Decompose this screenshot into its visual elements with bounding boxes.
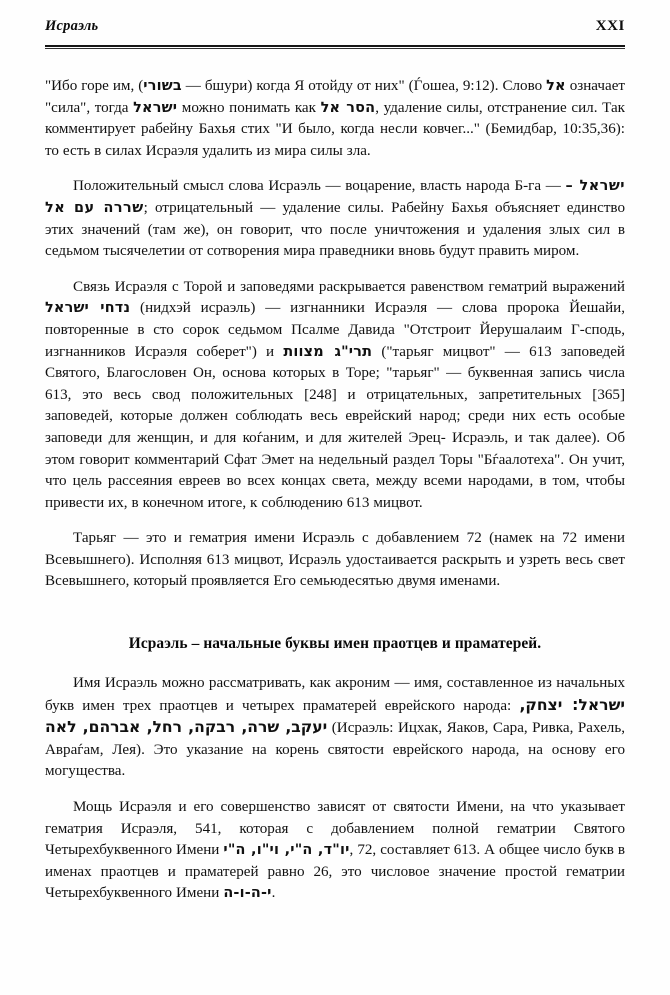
section-heading: Исраэль – начальные буквы имен праотцев и праматерей.: [128, 635, 542, 653]
paragraph-6: [45, 797, 625, 905]
paragraph-2: [45, 176, 625, 262]
hebrew-phrase-nidchei-yisrael: נדחי ישראל: [45, 300, 131, 317]
hebrew-phrase-taryag-mitzvot: תרי"ג מצוות: [283, 343, 373, 360]
paragraph-1-segment-3: означает "сила", тогда: [45, 78, 625, 116]
divider-rule-thin: [45, 48, 625, 49]
section-heading-block: [45, 633, 625, 655]
paragraph-1-segment-1: "Ибо горе им, (: [45, 78, 144, 94]
hebrew-phrase-haser-el: הסר אל: [320, 99, 376, 116]
paragraph-2-segment-2: ; отрицательный — удаление силы. Рабейну Бахья объясняет единство этих значений (там же), он говорит, что после уничтожения и удаления злых сил в седьмом тысячелетии от сотворения мира праведники вновь будут править миром.: [45, 199, 625, 260]
paragraph-1: [45, 76, 625, 162]
paragraph-6-segment-2: , 72, составляет 613. А общее число букв в именах праотцев и праматерей равно 26, это числовое значение простой гематрии Четырехбуквенного Имени: [45, 842, 625, 902]
paragraph-1-segment-5: , удаление силы, отстранение сил. Так комментирует рабейну Бахья стих "И было, когда несли ковчег..." (Бемидбар, 10:35,36): то есть в силах Исраэля удалить из мира силы зла.: [45, 99, 625, 159]
paragraph-1-segment-4: можно понимать как: [177, 99, 321, 116]
paragraph-2-segment-1: Положительный смысл слова Исраэль — воцарение, власть народа Б-га —: [73, 178, 566, 195]
page-number: XXI: [595, 18, 625, 34]
running-head-title: Исраэль: [45, 18, 99, 34]
hebrew-phrase-tetragrammaton-full-spelling: יו"ד, ה"י, וי"ו, ה"י: [223, 842, 350, 859]
header-divider-rule: [45, 45, 625, 50]
hebrew-word-el: אל: [546, 78, 566, 94]
paragraph-1-segment-2: — бшури) когда Я отойду от них" (Ѓошеа, 9:12). Слово: [181, 78, 547, 94]
paragraph-3-segment-1: Связь Исраэля с Торой и заповедями раскрывается равенством гематрий выражений: [73, 278, 625, 295]
paragraph-4-segment-1: Тарьяг — это и гематрия имени Исраэль с добавлением 72 (намек на 72 имени Всевышнего). Исполняя 613 мицвот, Исраэль удостаивается раскрыть и узреть весь свет Всевышнего, который проявляется Его семьюдесятью двумя именами.: [45, 530, 625, 590]
hebrew-word-yisrael: ישראל: [133, 99, 178, 116]
paragraph-5-segment-1: Имя Исраэль можно рассматривать, как акроним — имя, составленное из начальных букв имен трех праотцев и четырех праматерей еврейского народа:: [45, 675, 625, 714]
hebrew-phrase-yisrael-srara-im-el: ישראל – שררה עם אל: [45, 178, 625, 216]
running-header: [45, 18, 625, 40]
paragraph-6-segment-3: .: [271, 885, 276, 902]
paragraph-5: [45, 673, 625, 783]
hebrew-word-bshuri: בשורי: [143, 78, 182, 94]
paragraph-4: [45, 528, 625, 593]
text-column: [45, 76, 625, 905]
paragraph-6-segment-1: Мощь Исраэля и его совершенство зависят от святости Имени, на что указывает гематрия Исраэля, 541, которая с добавлением полной гематрии Святого Четырехбуквенного Имени: [45, 799, 625, 859]
paragraph-3-segment-3: ("тарьяг мицвот" — 613 заповедей Святого, Благословен Он, основа которых в Торе; "тарьяг" — буквенная запись числа 613, это весь свод положительных [248] и отрицательных, запретительных [365] заповедей, которые должен соблюдать весь еврейский народ; среди них есть особые заповеди для женщин, и для коѓаним, и для жителей Эрец- Исраэль, и так далее). Об этом говорит комментарий Сфат Эмет на недельный раздел Торы "Бѓаалотеха". Он учит, что цель рассеяния евреев во всех концах света, между всеми народами, в том, чтобы привести их, в конечном итоге, к соблюдению 613 мицвот.: [45, 343, 625, 511]
paragraph-3: [45, 277, 625, 515]
paragraph-5-segment-2: (Исраэль: Ицхак, Яаков, Сара, Ривка, Рахель, Авраѓам, Лея). Это указание на корень святости еврейского народа, на основу его могущества.: [45, 720, 625, 780]
paragraph-3-segment-2: (нидхэй исраэль) — изгнанники Исраэля — слова пророка Йешайи, повторенные в сто сорок седьмом Псалме Давида "Отстроит Йерушалаим Г-сподь, изгнанников Исраэля соберет") и: [45, 300, 626, 360]
hebrew-tetragrammaton: י-ה-ו-ה: [223, 885, 272, 902]
hebrew-phrase-yisrael-acronym-names: ישראל: יצחק, יעקב, שרה, רבקה, רחל, אברהם, לאה: [45, 695, 625, 737]
